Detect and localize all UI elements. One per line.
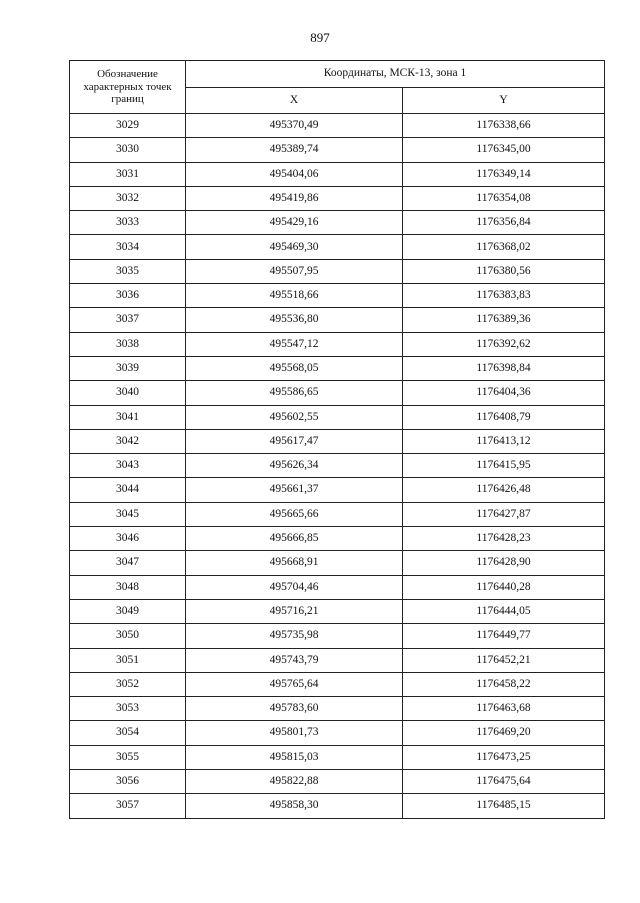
cell-y: 1176475,64 — [403, 770, 605, 794]
cell-x: 495518,66 — [186, 284, 403, 308]
cell-point: 3041 — [70, 405, 186, 429]
cell-x: 495568,05 — [186, 356, 403, 380]
table-row — [70, 405, 605, 429]
cell-point: 3030 — [70, 138, 186, 162]
cell-y: 1176449,77 — [403, 624, 605, 648]
header-coordinates: Координаты, МСК-13, зона 1 — [186, 61, 605, 88]
cell-x: 495507,95 — [186, 259, 403, 283]
table-row — [70, 211, 605, 235]
cell-x: 495765,64 — [186, 672, 403, 696]
cell-y: 1176415,95 — [403, 454, 605, 478]
cell-y: 1176383,83 — [403, 284, 605, 308]
cell-point: 3048 — [70, 575, 186, 599]
header-y: Y — [403, 88, 605, 114]
table-row — [70, 356, 605, 380]
cell-y: 1176389,36 — [403, 308, 605, 332]
cell-x: 495536,80 — [186, 308, 403, 332]
cell-y: 1176444,05 — [403, 599, 605, 623]
cell-y: 1176380,56 — [403, 259, 605, 283]
cell-x: 495783,60 — [186, 697, 403, 721]
cell-x: 495404,06 — [186, 162, 403, 186]
table-row — [70, 259, 605, 283]
cell-x: 495666,85 — [186, 527, 403, 551]
table-row — [70, 381, 605, 405]
cell-point: 3038 — [70, 332, 186, 356]
cell-x: 495586,65 — [186, 381, 403, 405]
cell-x: 495617,47 — [186, 429, 403, 453]
table-row — [70, 697, 605, 721]
cell-point: 3049 — [70, 599, 186, 623]
cell-x: 495665,66 — [186, 502, 403, 526]
cell-y: 1176413,12 — [403, 429, 605, 453]
table-row — [70, 551, 605, 575]
cell-point: 3046 — [70, 527, 186, 551]
cell-y: 1176428,90 — [403, 551, 605, 575]
cell-x: 495626,34 — [186, 454, 403, 478]
cell-point: 3054 — [70, 721, 186, 745]
cell-y: 1176428,23 — [403, 527, 605, 551]
cell-y: 1176452,21 — [403, 648, 605, 672]
cell-point: 3034 — [70, 235, 186, 259]
cell-y: 1176473,25 — [403, 745, 605, 769]
table-row — [70, 502, 605, 526]
cell-x: 495858,30 — [186, 794, 403, 818]
cell-y: 1176440,28 — [403, 575, 605, 599]
cell-point: 3029 — [70, 114, 186, 138]
table-row — [70, 745, 605, 769]
cell-point: 3037 — [70, 308, 186, 332]
cell-point: 3044 — [70, 478, 186, 502]
table-row — [70, 624, 605, 648]
table-row — [70, 308, 605, 332]
table-row — [70, 332, 605, 356]
cell-x: 495822,88 — [186, 770, 403, 794]
cell-point: 3057 — [70, 794, 186, 818]
table-row — [70, 770, 605, 794]
cell-point: 3053 — [70, 697, 186, 721]
cell-y: 1176426,48 — [403, 478, 605, 502]
header-x: X — [186, 88, 403, 114]
cell-x: 495469,30 — [186, 235, 403, 259]
cell-point: 3035 — [70, 259, 186, 283]
cell-y: 1176469,20 — [403, 721, 605, 745]
cell-y: 1176398,84 — [403, 356, 605, 380]
cell-y: 1176427,87 — [403, 502, 605, 526]
cell-y: 1176463,68 — [403, 697, 605, 721]
table-row — [70, 721, 605, 745]
cell-y: 1176338,66 — [403, 114, 605, 138]
cell-point: 3042 — [70, 429, 186, 453]
cell-point: 3056 — [70, 770, 186, 794]
cell-point: 3052 — [70, 672, 186, 696]
table-row — [70, 672, 605, 696]
cell-y: 1176368,02 — [403, 235, 605, 259]
cell-x: 495547,12 — [186, 332, 403, 356]
cell-x: 495704,46 — [186, 575, 403, 599]
cell-y: 1176485,15 — [403, 794, 605, 818]
table-row — [70, 794, 605, 818]
cell-x: 495801,73 — [186, 721, 403, 745]
cell-y: 1176404,36 — [403, 381, 605, 405]
cell-point: 3036 — [70, 284, 186, 308]
cell-point: 3039 — [70, 356, 186, 380]
cell-point: 3040 — [70, 381, 186, 405]
table-row — [70, 114, 605, 138]
cell-x: 495429,16 — [186, 211, 403, 235]
page-number: 897 — [310, 30, 330, 45]
table-row — [70, 575, 605, 599]
cell-point: 3033 — [70, 211, 186, 235]
cell-point: 3031 — [70, 162, 186, 186]
cell-y: 1176356,84 — [403, 211, 605, 235]
cell-point: 3047 — [70, 551, 186, 575]
cell-y: 1176354,08 — [403, 186, 605, 210]
cell-x: 495370,49 — [186, 114, 403, 138]
cell-x: 495743,79 — [186, 648, 403, 672]
cell-x: 495389,74 — [186, 138, 403, 162]
cell-x: 495815,03 — [186, 745, 403, 769]
table-row — [70, 478, 605, 502]
header-point-designation: Обозначение характерных точек границ — [70, 61, 186, 114]
cell-x: 495735,98 — [186, 624, 403, 648]
cell-point: 3032 — [70, 186, 186, 210]
table-row — [70, 235, 605, 259]
cell-y: 1176458,22 — [403, 672, 605, 696]
cell-x: 495716,21 — [186, 599, 403, 623]
cell-x: 495602,55 — [186, 405, 403, 429]
cell-point: 3051 — [70, 648, 186, 672]
cell-y: 1176345,00 — [403, 138, 605, 162]
table-header-row — [70, 61, 605, 88]
table-row — [70, 429, 605, 453]
table-row — [70, 186, 605, 210]
table-row — [70, 138, 605, 162]
cell-point: 3050 — [70, 624, 186, 648]
cell-point: 3043 — [70, 454, 186, 478]
cell-x: 495668,91 — [186, 551, 403, 575]
cell-y: 1176408,79 — [403, 405, 605, 429]
table-row — [70, 454, 605, 478]
cell-point: 3055 — [70, 745, 186, 769]
table-row — [70, 527, 605, 551]
table-row — [70, 162, 605, 186]
table-row — [70, 284, 605, 308]
cell-y: 1176349,14 — [403, 162, 605, 186]
cell-point: 3045 — [70, 502, 186, 526]
table-row — [70, 599, 605, 623]
table-row — [70, 648, 605, 672]
coordinates-table — [69, 60, 605, 819]
cell-x: 495661,37 — [186, 478, 403, 502]
cell-y: 1176392,62 — [403, 332, 605, 356]
cell-x: 495419,86 — [186, 186, 403, 210]
